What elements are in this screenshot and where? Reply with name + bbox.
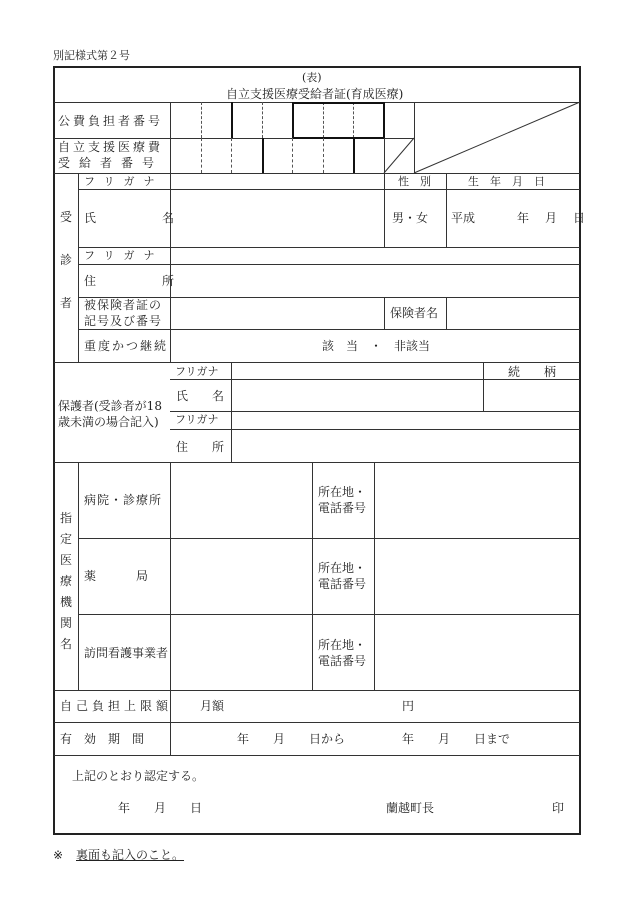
- guardian-furigana-label: フリガナ: [175, 365, 219, 378]
- birth-ymd: 年 月 日: [517, 211, 588, 225]
- certification-text: 上記のとおり認定する。: [72, 769, 205, 783]
- hospital-address-label-2: 電話番号: [318, 501, 367, 515]
- validity-to: 年 月 日まで: [402, 732, 511, 746]
- certification-date: 年 月 日: [118, 801, 203, 815]
- copay-limit-label: 自己負担上限額: [60, 699, 173, 713]
- sex-value: 男・女: [392, 211, 429, 225]
- applicability-value: 該 当 ・ 非該当: [322, 339, 431, 353]
- insurance-card-label-2: 記号及び番号: [84, 314, 163, 328]
- hospital-clinic-label: 病院・診療所: [84, 493, 163, 507]
- copay-monthly-label: 月額: [200, 699, 225, 713]
- patient-address-label: 住 所: [84, 274, 189, 288]
- patient-address-furigana-label: フリガナ: [84, 249, 164, 262]
- pharmacy-address-label-2: 電話番号: [318, 577, 367, 591]
- severe-continuation-label: 重度かつ継続: [84, 339, 169, 353]
- validity-from: 年 月 日から: [237, 732, 346, 746]
- insurer-name-label: 保険者名: [390, 306, 439, 320]
- form-number: 別記様式第２号: [53, 49, 130, 62]
- insurance-card-label-1: 被保険者証の: [84, 298, 163, 312]
- note-text: 裏面も記入のこと。: [76, 848, 185, 862]
- guardian-label-1: 保護者(受診者が18: [58, 399, 162, 413]
- guardian-address-furigana-label: フリガナ: [175, 413, 219, 426]
- guardian-relationship-label: 続 柄: [508, 365, 557, 379]
- designated-institution-label: 指 定 医 療 機 関 名: [59, 511, 72, 651]
- note-mark: ※: [53, 848, 64, 862]
- omote-label: (表): [302, 71, 322, 84]
- recipient-number-label-2: 受給者番号: [58, 156, 164, 170]
- recipient-number-label-1: 自立支援医療費: [58, 140, 164, 154]
- patient-label: 受 診 者: [59, 210, 72, 310]
- pharmacy-address-label-1: 所在地・: [318, 561, 367, 575]
- hospital-address-label-1: 所在地・: [318, 485, 367, 499]
- birth-label: 生 年 月 日: [468, 175, 545, 188]
- seal-mark: 印: [552, 801, 565, 815]
- pharmacy-label: 薬 局: [84, 569, 150, 583]
- visiting-nursing-label: 訪問看護事業者: [84, 646, 169, 660]
- certificate-title: 自立支援医療受給者証(育成医療): [226, 87, 404, 101]
- birth-era: 平成: [451, 211, 476, 225]
- sex-label: 性 別: [398, 175, 431, 188]
- copay-yen-label: 円: [402, 699, 415, 713]
- guardian-label-2: 歳未満の場合記入): [58, 415, 159, 429]
- visiting-nursing-address-label-2: 電話番号: [318, 654, 367, 668]
- public-payer-number-label: 公費負担者番号: [58, 114, 164, 128]
- patient-furigana-label: フリガナ: [84, 175, 164, 188]
- guardian-name-label: 氏 名: [176, 389, 225, 403]
- patient-name-label: 氏 名: [84, 211, 189, 225]
- validity-label: 有 効 期 間: [60, 732, 145, 746]
- visiting-nursing-address-label-1: 所在地・: [318, 638, 367, 652]
- guardian-address-label: 住 所: [176, 440, 225, 454]
- mayor-title: 蘭越町長: [386, 801, 435, 815]
